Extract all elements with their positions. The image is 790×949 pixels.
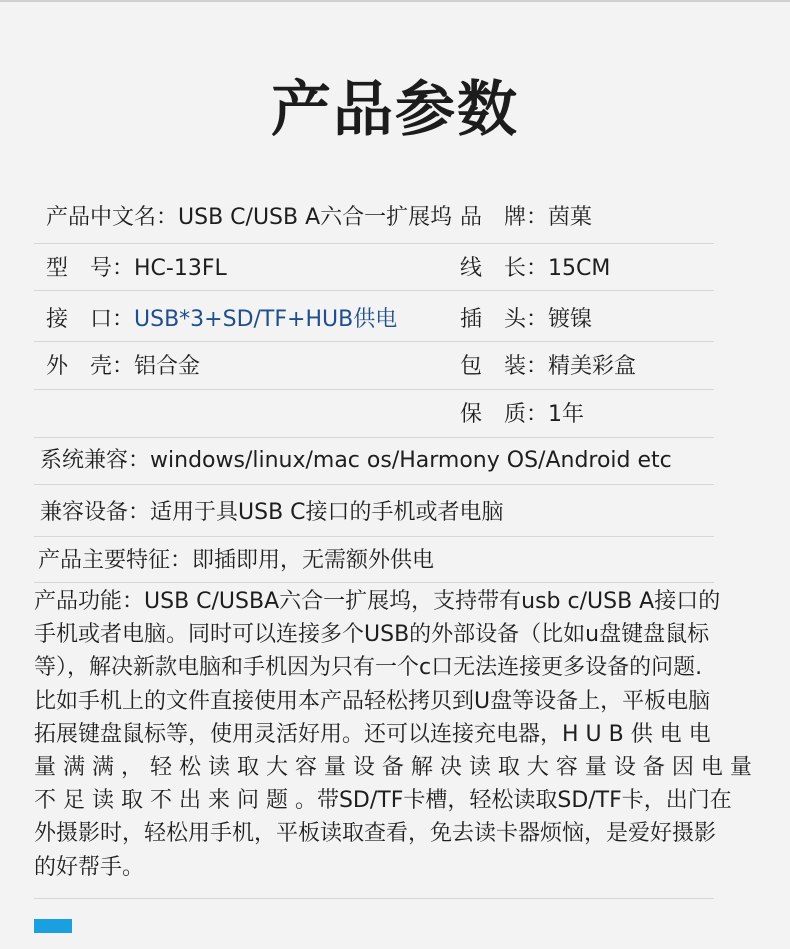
row-divider — [34, 536, 714, 537]
spec-value: windows/linux/mac os/Harmony OS/Android etc — [150, 448, 672, 473]
description-line: 拓展键盘鼠标等，使用灵活好用。还可以连接充电器，H U B 供 电 电 — [34, 721, 711, 747]
description-line: 比如手机上的文件直接使用本产品轻松拷贝到U盘等设备上，平板电脑 — [34, 688, 711, 714]
spec-label: 品 牌： — [460, 205, 549, 230]
row-divider — [34, 898, 714, 899]
row-divider — [34, 243, 714, 244]
page-title: 产品参数 — [271, 75, 519, 145]
spec-label: 包 装： — [460, 354, 549, 379]
spec-value: 茵菓 — [548, 205, 593, 230]
spec-label: 型 号： — [46, 256, 135, 281]
spec-label: 接 口： — [46, 307, 135, 332]
spec-package-row — [460, 352, 636, 382]
spec-label: 外 壳： — [46, 354, 135, 379]
spec-value: USB C/USB A六合一扩展坞 — [178, 205, 453, 230]
spec-label: 插 头： — [460, 307, 549, 332]
spec-brand-row — [460, 203, 592, 233]
row-divider — [34, 389, 714, 390]
spec-value: HC-13FL — [134, 256, 227, 281]
description-line: 产品功能：USB C/USBA六合一扩展坞，支持带有usb c/USB A接口的 — [34, 589, 721, 614]
row-divider — [34, 437, 714, 438]
row-divider — [34, 341, 714, 342]
description-line: 等），解决新款电脑和手机因为只有一个c口无法连接更多设备的问题. — [34, 655, 703, 681]
spec-value: USB*3+SD/TF+HUB供电 — [134, 307, 398, 332]
description-line: 量 满 满 ， 轻 松 读 取 大 容 量 设 备 解 决 读 取 大 容 量 设 备 因 电 量 — [34, 755, 752, 781]
row-divider — [34, 484, 714, 485]
row-divider — [34, 582, 714, 583]
spec-label: 系统兼容： — [40, 448, 151, 473]
spec-port-row — [46, 305, 397, 335]
spec-label: 兼容设备： — [40, 500, 151, 525]
top-divider — [0, 0, 790, 2]
spec-label: 产品主要特征： — [38, 548, 193, 573]
spec-value: 15CM — [548, 256, 611, 281]
spec-label: 线 长： — [460, 256, 549, 281]
spec-device-row — [40, 498, 504, 528]
spec-length-row — [460, 254, 610, 284]
spec-shell-row — [46, 352, 200, 382]
row-divider — [34, 290, 714, 291]
spec-system-row — [40, 446, 672, 476]
spec-value: 适用于具USB C接口的手机或者电脑 — [150, 500, 504, 525]
spec-value: 精美彩盒 — [548, 354, 637, 379]
spec-plug-row — [460, 305, 592, 335]
description-line: 手机或者电脑。同时可以连接多个USB的外部设备（比如u盘键盘鼠标 — [34, 622, 710, 648]
accent-bar — [34, 919, 72, 933]
spec-value: 镀镍 — [548, 307, 593, 332]
spec-value: 铝合金 — [134, 354, 201, 379]
spec-value: 即插即用，无需额外供电 — [192, 548, 435, 573]
spec-warranty-row — [460, 400, 584, 430]
spec-label: 保 质： — [460, 402, 549, 427]
spec-model-row — [46, 254, 227, 284]
spec-name-row — [46, 203, 452, 233]
description-line: 外摄影时，轻松用手机，平板读取查看，免去读卡器烦恼，是爱好摄影 — [34, 821, 717, 847]
spec-feature-row — [38, 546, 434, 576]
spec-value: 1年 — [548, 402, 585, 427]
product-description — [34, 585, 779, 884]
description-line: 的好帮手。 — [34, 854, 145, 880]
description-line: 不 足 读 取 不 出 来 问 题 。带SD/TF卡槽，轻松读取SD/TF卡，出门在 — [34, 788, 732, 814]
spec-label: 产品中文名： — [46, 205, 179, 230]
